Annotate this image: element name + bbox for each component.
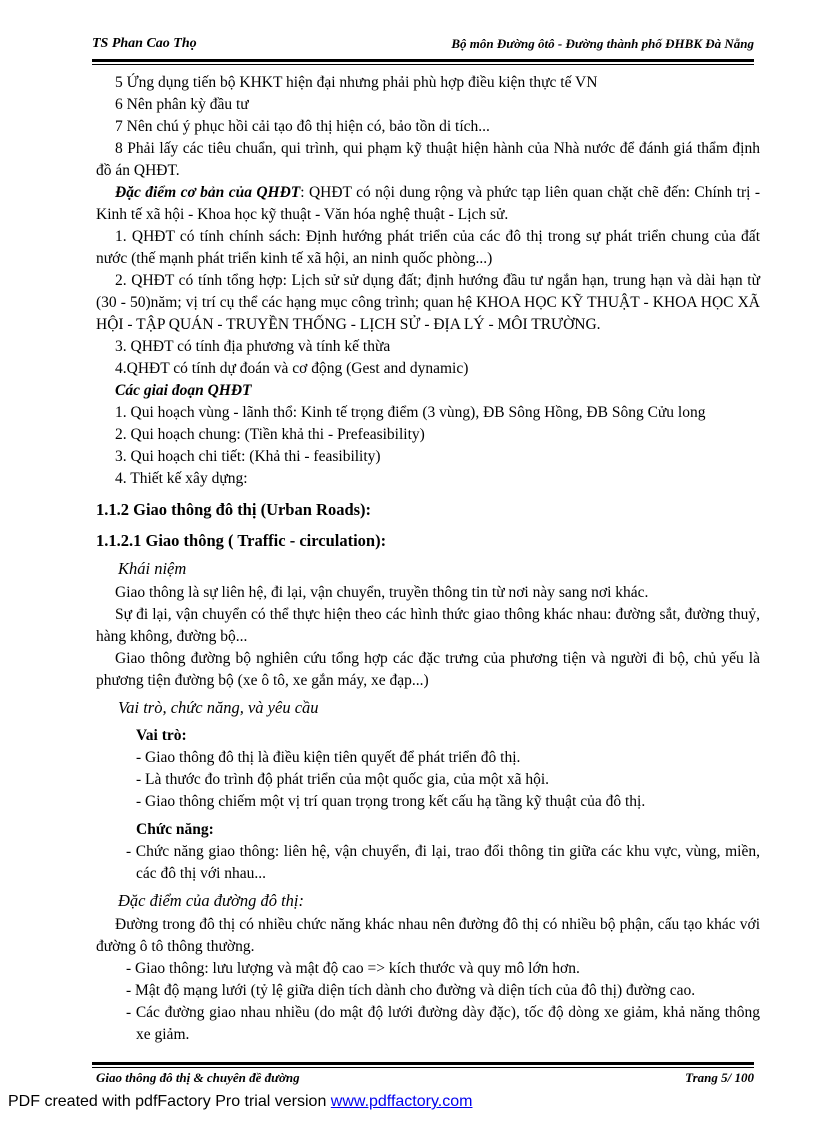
concept-heading: Khái niệm: [118, 559, 187, 578]
features-heading: Đặc điểm của đường đô thị:: [118, 891, 304, 910]
paragraph: 4. Thiết kế xây dựng:: [115, 470, 248, 487]
bullet-item: - Chức năng giao thông: liên hệ, vận chuyển, đi lại, trao đổi thông tin giữa các khu vực, vùng, miền, các đô thị với nhau...: [126, 843, 760, 882]
paragraph: 2. Qui hoạch chung: (Tiền khả thi - Prefeasibility): [115, 426, 425, 443]
pdffactory-link[interactable]: www.pdffactory.com: [330, 1093, 473, 1110]
characteristics-lead: Đặc điểm cơ bản của QHĐT: [115, 184, 301, 201]
paragraph: Giao thông là sự liên hệ, đi lại, vận chuyển, truyền thông tin từ nơi này sang nơi khác.: [115, 584, 649, 601]
paragraph: 5 Ứng dụng tiến bộ KHKT hiện đại nhưng phải phù hợp điều kiện thực tế VN: [115, 74, 598, 91]
section-heading: 1.1.2 Giao thông đô thị (Urban Roads):: [96, 500, 372, 519]
pdf-notice-text: PDF created with pdfFactory Pro trial version: [8, 1093, 331, 1110]
bullet-item: - Giao thông đô thị là điều kiện tiên quyết để phát triển đô thị.: [136, 749, 521, 766]
paragraph: 6 Nên phân kỳ đầu tư: [115, 96, 249, 113]
bullet-item: - Giao thông: lưu lượng và mật độ cao => kích thước và quy mô lớn hơn.: [126, 960, 580, 977]
paragraph: 3. Qui hoạch chi tiết: (Khả thi - feasibility): [115, 448, 381, 465]
header-rule-thick: [92, 59, 754, 62]
subsection-heading: 1.1.2.1 Giao thông ( Traffic - circulation):: [96, 531, 387, 550]
pdf-notice: [8, 1093, 472, 1111]
bullet-item: - Các đường giao nhau nhiều (do mật độ lưới đường dày đặc), tốc độ dòng xe giảm, khả năng thông xe giảm.: [126, 1004, 760, 1043]
function-subheading: Chức năng:: [136, 821, 214, 838]
paragraph: 8 Phải lấy các tiêu chuẩn, qui trình, qui phạm kỹ thuật hiện hành của Nhà nước để đánh giá thẩm định đồ án QHĐT.: [96, 140, 760, 179]
paragraph-characteristics: [96, 182, 760, 226]
paragraph: Giao thông đường bộ nghiên cứu tổng hợp các đặc trưng của phương tiện và người đi bộ, chủ yếu là phương tiện đường bộ (xe ô tô, xe gắn máy, xe đạp...): [96, 650, 760, 689]
paragraph: 4.QHĐT có tính dự đoán và cơ động (Gest and dynamic): [115, 360, 469, 377]
header-department: Bộ môn Đường ôtô - Đường thành phố ĐHBK Đà Nẵng: [451, 36, 754, 51]
characteristics-text: : QHĐT có nội dung rộng và phức tạp liên quan chặt chẽ đến: Chính trị - Kinh tế xã hội - Khoa học kỹ thuật - Văn hóa nghệ thuật - Lịch sử.: [96, 184, 761, 223]
bullet-item: - Giao thông chiếm một vị trí quan trọng trong kết cấu hạ tầng kỹ thuật của đô thị.: [136, 793, 646, 810]
paragraph: 3. QHĐT có tính địa phương và tính kế thừa: [115, 338, 391, 355]
stages-heading: Các giai đoạn QHĐT: [115, 382, 252, 399]
page-body: [96, 72, 760, 1046]
paragraph: Đường trong đô thị có nhiều chức năng khác nhau nên đường đô thị có nhiều bộ phận, cấu tạo khác với đường ô tô thông thường.: [96, 916, 760, 955]
paragraph: 1. QHĐT có tính chính sách: Định hướng phát triển của các đô thị trong sự phát triển chung của đất nước (thế mạnh phát triển kinh tế xã hội, an ninh quốc phòng...): [96, 228, 760, 267]
footer-rule-thin: [92, 1067, 754, 1068]
header-rule-thin: [92, 64, 754, 65]
footer-page-number: Trang 5/ 100: [685, 1070, 754, 1085]
role-heading: Vai trò, chức năng, và yêu cầu: [118, 698, 319, 717]
paragraph: Sự đi lại, vận chuyển có thể thực hiện theo các hình thức giao thông khác nhau: đường sắt, đường thuỷ, hàng không, đường bộ...: [96, 606, 760, 645]
paragraph: 1. Qui hoạch vùng - lãnh thổ: Kinh tế trọng điểm (3 vùng), ĐB Sông Hồng, ĐB Sông Cửu long: [115, 404, 706, 421]
bullet-item: - Mật độ mạng lưới (tỷ lệ giữa diện tích dành cho đường và diện tích của đô thị) đường cao.: [126, 982, 696, 999]
footer-rule-thick: [92, 1062, 754, 1065]
footer-title: Giao thông đô thị & chuyên đề đường: [96, 1070, 300, 1085]
paragraph: 2. QHĐT có tính tổng hợp: Lịch sử sử dụng đất; định hướng đầu tư ngắn hạn, trung hạn và dài hạn từ (30 - 50)năm; vị trí cụ thể các hạng mục công trình; quan hệ KHOA HỌC KỸ THUẬT - KHOA HỌC XÃ HỘI - TẬP QUÁN - TRUYỀN THỐNG - LỊCH SỬ - ĐỊA LÝ - MÔI TRƯỜNG.: [96, 272, 760, 333]
role-subheading: Vai trò:: [136, 727, 187, 744]
bullet-item: - Là thước đo trình độ phát triển của một quốc gia, của một xã hội.: [136, 771, 550, 788]
paragraph: 7 Nên chú ý phục hồi cải tạo đô thị hiện có, bảo tồn di tích...: [115, 118, 490, 135]
header-author: TS Phan Cao Thọ: [92, 36, 197, 51]
